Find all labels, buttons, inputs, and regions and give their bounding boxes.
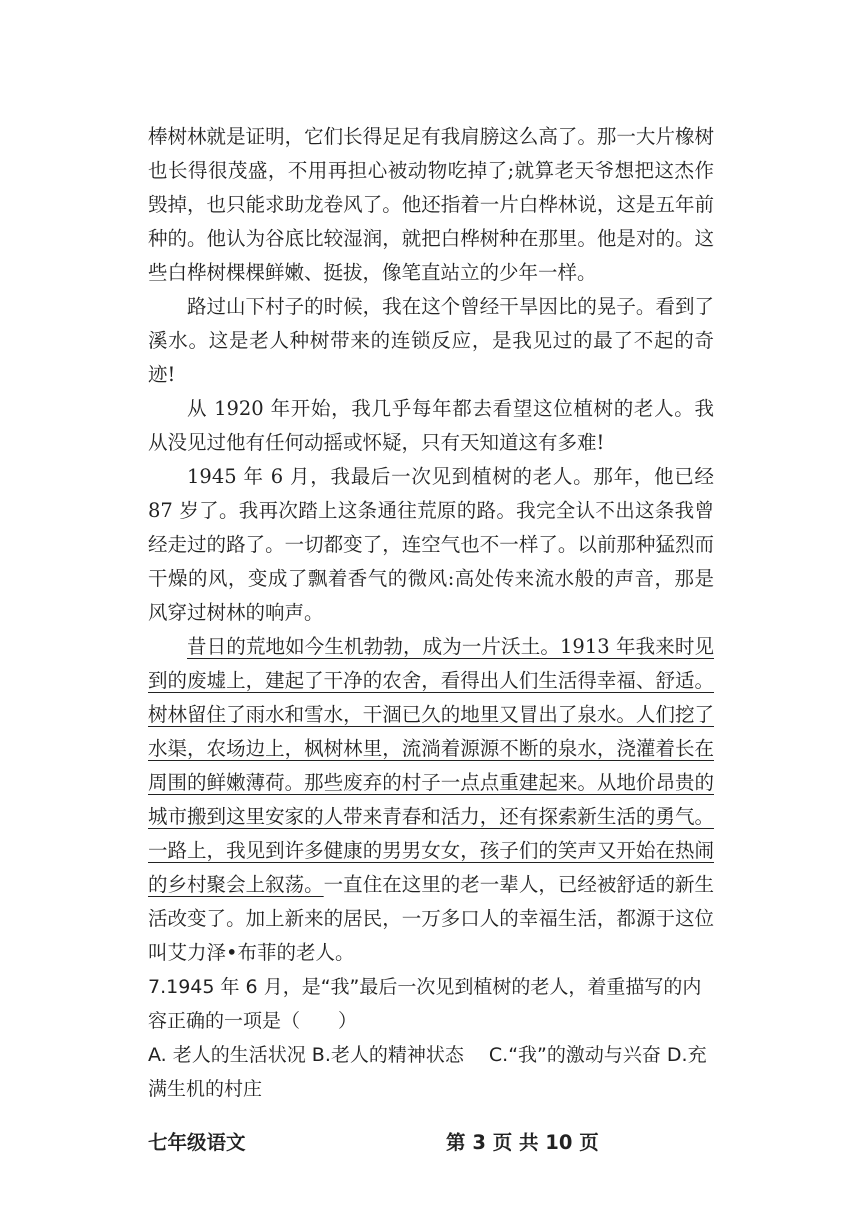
page-footer <box>148 1126 714 1160</box>
paragraph-1: 棒树林就是证明，它们长得足足有我肩膀这么高了。那一大片橡树也长得很茂盛，不用再担心被动物吃掉了;就算老天爷想把这杰作毁掉，也只能求助龙卷风了。他还指着一片白桦林说，这是五年前种的。他认为谷底比较湿润，就把白桦树种在那里。他是对的。这些白桦树棵棵鲜嫩、挺拔，像笔直站立的少年一样。 <box>148 125 714 284</box>
paragraph-2: 路过山下村子的时候，我在这个曾经干旱因比的晃子。看到了溪水。这是老人种树带来的连锁反应，是我见过的最了不起的奇迹! <box>148 295 714 386</box>
footer-page-prefix: 第 <box>446 1131 466 1154</box>
paragraph-5 <box>148 630 714 970</box>
paragraph-3: 从 1920 年开始，我几乎每年都去看望这位植树的老人。我从没见过他有任何动摇或怀疑，只有天知道这有多难! <box>148 397 714 454</box>
question-7-options: A. 老人的生活状况 B.老人的精神状态 C.“我”的激动与兴奋 D.充满生机的村庄 <box>148 1044 707 1100</box>
paragraph-5-rest: 一直住在这里的老一辈人，已经被舒适的新生活改变了。加上新来的居民，一万多口人的幸福生活，都源于这位叫艾力泽•布菲的老人。 <box>148 873 714 964</box>
paragraph-4: 1945 年 6 月，我最后一次见到植树的老人。那年，他已经 87 岁了。我再次踏上这条通往荒原的路。我完全认不出这条我曾经走过的路了。一切都变了，连空气也不一样了。以前那种猛烈而干燥的风，变成了飘着香气的微风:高处传来流水般的声音，那是风穿过树林的响声。 <box>148 465 714 624</box>
footer-page-mid: 页 共 <box>492 1131 539 1154</box>
question-7-stem: 7.1945 年 6 月，是“我”最后一次见到植树的老人，着重描写的内容正确的一项是（ ） <box>148 976 702 1032</box>
footer-subject: 七年级语文 <box>148 1131 246 1154</box>
page-content <box>148 120 714 1106</box>
underlined-passage: 昔日的荒地如今生机勃勃，成为一片沃土。1913 年我来时见到的废墟上，建起了干净的农舍，看得出人们生活得幸福、舒适。树林留住了雨水和雪水，干涸已久的地里又冒出了泉水。人们挖了水渠，农场边上，枫树林里，流淌着源源不断的泉水，浇灌着长在周围的鲜嫩薄荷。那些废弃的村子一点点重建起来。从地价昂贵的城市搬到这里安家的人带来青春和活力，还有探索新生活的勇气。一路上，我见到许多健康的男男女女，孩子们的笑声又开始在热闹的乡村聚会上叙荡。 <box>148 635 714 896</box>
footer-page-total: 10 <box>545 1131 573 1154</box>
footer-page-number <box>446 1126 599 1160</box>
footer-page-suffix: 页 <box>579 1131 599 1154</box>
footer-page-current: 3 <box>472 1131 486 1154</box>
